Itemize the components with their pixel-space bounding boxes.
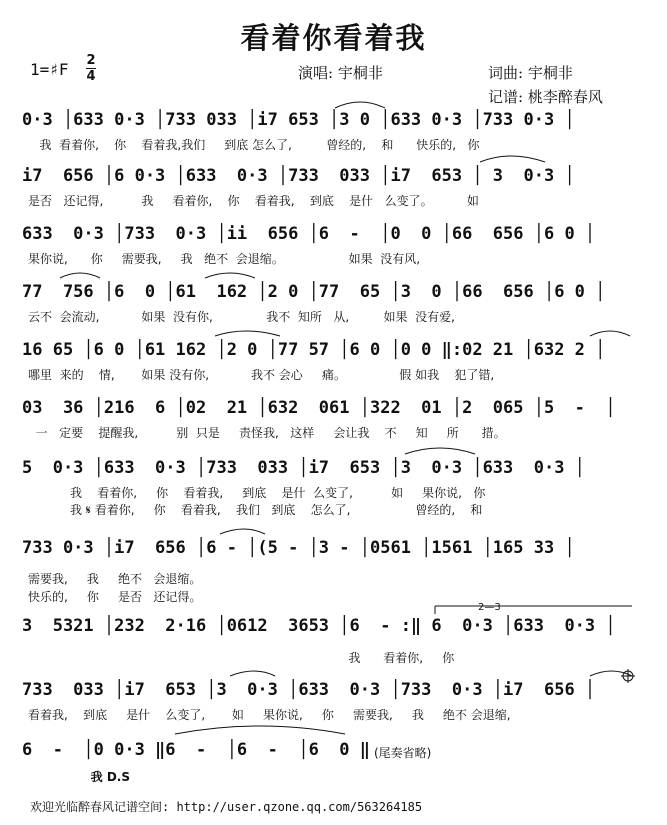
time-signature <box>86 54 96 83</box>
notation-line: 6 - │0 0·3 ‖6 - │6 - │6 0 ‖ <box>22 740 370 760</box>
slur <box>480 156 545 162</box>
notation-line: i7 656 │6 0·3 │633 0·3 │733 033 │i7 653 │ 3 0·3 │ <box>22 166 575 186</box>
outro-omitted-note: (尾奏省略) <box>374 746 432 760</box>
slur <box>220 529 265 534</box>
notation-line: 3 5321 │232 2·16 │0612 3653 │6 - :‖ 6 0·3 │633 0·3 │ <box>22 616 616 636</box>
time-bottom: 4 <box>86 69 96 84</box>
lyric-line: 是否 还记得, 我 看着你, 你 看着我, 到底 是什 么变了。 如 <box>28 194 479 208</box>
lyric-line: 我 看着你, 你 <box>28 651 455 665</box>
slur <box>60 273 100 278</box>
time-top: 2 <box>86 53 96 68</box>
transcriber-credit: 记谱: 桃李醉春风 <box>488 88 603 106</box>
slur <box>215 331 280 336</box>
key-signature: 1=♯F <box>30 60 69 79</box>
lyric-line: 云不 会流动, 如果 没有你, 我不 知所 从, 如果 没有爱, <box>28 310 455 324</box>
lyric-line: 我 看着你, 你 看着我,我们 到底 怎么了, 曾经的, 和 快乐的, 你 <box>28 138 480 152</box>
slur <box>405 448 475 454</box>
lyric-line: 果你说, 你 需要我, 我 绝不 会退缩。 如果 没有风, <box>28 252 421 266</box>
slur <box>335 102 385 108</box>
composer-credit: 词曲: 宇桐非 <box>488 64 573 82</box>
notation-line: 733 0·3 │i7 656 │6 - │(5 - │3 - │0561 │1561 │165 33 │ <box>22 538 575 558</box>
lyric-line: 需要我, 我 绝不 会退缩。 <box>28 572 202 586</box>
volta-ending-label: 2—3 <box>478 602 501 613</box>
notation-line: 733 033 │i7 653 │3 0·3 │633 0·3 │733 0·3 │i7 656 │ <box>22 680 596 700</box>
slur <box>590 331 630 336</box>
slur <box>205 273 255 278</box>
lyric-line-2: 快乐的, 你 是否 还记得。 <box>28 590 202 604</box>
slur <box>175 726 345 734</box>
notation-line: 633 0·3 │733 0·3 │ii 656 │6 - │0 0 │66 656 │6 0 │ <box>22 224 596 244</box>
slur <box>230 671 275 676</box>
lyric-line: 一 定要 提醒我, 别 只是 责怪我, 这样 会让我 不 知 所 措。 <box>28 426 506 440</box>
lyric-line: 我 D.S <box>28 770 131 784</box>
lyric-line: 哪里 来的 情, 如果 没有你, 我不 会心 痛。 假 如我 犯了错, <box>28 368 495 382</box>
lyric-line: 看着我, 到底 是什 么变了, 如 果你说, 你 需要我, 我 绝不 会退缩, <box>28 708 511 722</box>
singer-credit: 演唱: 宇桐非 <box>298 64 383 82</box>
notation-line: 77 756 │6 0 │61 162 │2 0 │77 65 │3 0 │66 656 │6 0 │ <box>22 282 606 302</box>
notation-line: 5 0·3 │633 0·3 │733 033 │i7 653 │3 0·3 │633 0·3 │ <box>22 458 585 478</box>
notation-line: 0·3 │633 0·3 │733 033 │i7 653 │3 0 │633 0·3 │733 0·3 │ <box>22 110 575 130</box>
lyric-line-2: 我 𝄋 看着你, 你 看着我, 我们 到底 怎么了, 曾经的, 和 <box>28 503 483 517</box>
score-title: 看着你看着我 <box>240 21 427 55</box>
lyric-line: 我 看着你, 你 看着我, 到底 是什 么变了, 如 果你说, 你 <box>28 486 486 500</box>
notation-line: 03 36 │216 6 │02 21 │632 061 │322 01 │2 065 │5 - │ <box>22 398 616 418</box>
notation-line: 16 65 │6 0 │61 162 │2 0 │77 57 │6 0 │0 0 ‖:02 21 │632 2 │ <box>22 340 606 360</box>
footer-credit: 欢迎光临醉春风记谱空间: http://user.qzone.qq.com/563264185 <box>30 800 423 814</box>
slur <box>590 671 632 676</box>
